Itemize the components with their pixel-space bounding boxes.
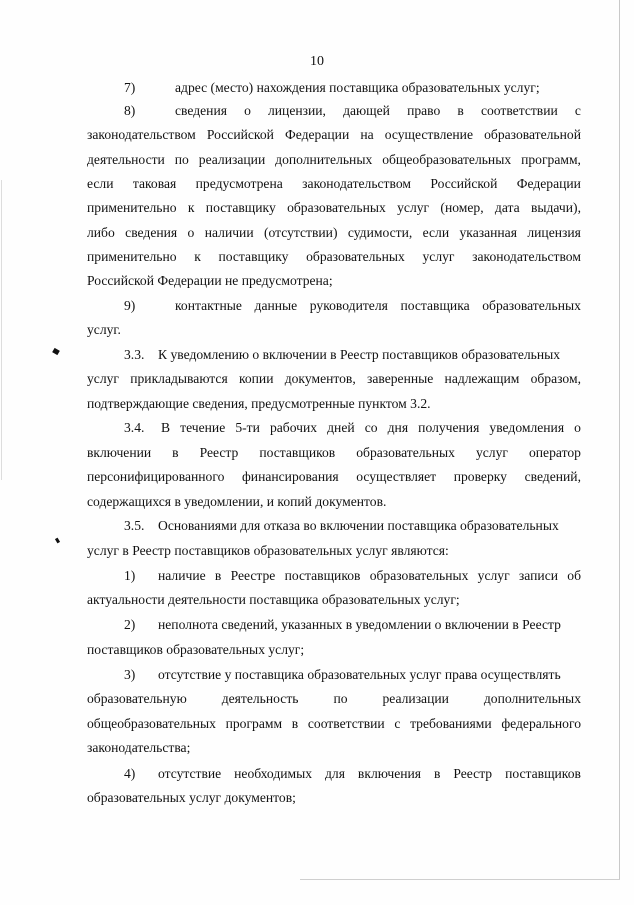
- ground-1-line-1: [158, 568, 581, 584]
- word: образовательных: [356, 445, 455, 460]
- word: образовательных: [306, 249, 405, 264]
- word: копии: [238, 371, 274, 386]
- word: реализации: [198, 152, 266, 167]
- word: Реестр: [199, 445, 239, 460]
- word: поставщику: [205, 200, 276, 215]
- page-number: 10: [310, 54, 324, 69]
- word: уведомления: [489, 420, 565, 435]
- clause-3-5-line-1: Основаниями для отказа во включении поставщика образовательных: [158, 518, 559, 533]
- word: Реестре: [230, 568, 276, 583]
- word: рабочих: [269, 420, 318, 435]
- word: образовательную: [87, 691, 187, 706]
- word: 5-ти: [235, 420, 260, 435]
- scan-bottom-line: [300, 879, 620, 880]
- word: записи: [518, 568, 559, 583]
- word: соответствии: [307, 716, 385, 731]
- word: данные: [254, 298, 298, 313]
- word: дополнительных: [483, 691, 581, 706]
- word: либо: [87, 225, 115, 240]
- clause-3-5-number: 3.5.: [124, 518, 145, 533]
- word: в: [214, 568, 222, 583]
- word: применительно: [87, 249, 177, 264]
- word: Федерации: [516, 176, 581, 191]
- word: услуг: [477, 568, 510, 583]
- word: получения: [418, 420, 480, 435]
- item-8-line-4: [87, 176, 581, 192]
- word: о: [187, 225, 195, 240]
- clause-3-4-line-3: [87, 469, 581, 485]
- word: лицензии,: [268, 103, 326, 118]
- word: законодательством: [302, 176, 411, 191]
- word: деятельность: [221, 691, 299, 706]
- word: по: [333, 691, 348, 706]
- word: если: [422, 225, 450, 240]
- word: поставщиков: [259, 445, 336, 460]
- word: образовательных: [287, 200, 386, 215]
- ground-4-line-2: образовательных услуг документов;: [87, 790, 296, 805]
- word: о: [574, 420, 581, 435]
- scan-edge-line: [619, 0, 620, 880]
- ground-4-number: 4): [124, 766, 136, 781]
- word: (отсутствии): [264, 225, 338, 240]
- item-7-number: 7): [124, 80, 136, 95]
- word: Реестр: [453, 766, 493, 781]
- word: с: [394, 716, 401, 731]
- item-9-line-2: услуг.: [87, 322, 121, 337]
- word: осуществление: [384, 127, 473, 142]
- word: к: [187, 200, 195, 215]
- ground-2-line-1: неполнота сведений, указанных в уведомлении о включении в Реестр: [158, 617, 561, 632]
- word: Российской: [430, 176, 498, 191]
- word: прикладываются: [130, 371, 228, 386]
- ground-4-line-1: [158, 766, 581, 782]
- word: сведения: [125, 225, 178, 240]
- word: поставщику: [218, 249, 289, 264]
- word: оператор: [528, 445, 581, 460]
- word: для: [325, 766, 345, 781]
- word: услуг: [475, 445, 508, 460]
- word: соответствии: [480, 103, 558, 118]
- word: услуг: [397, 200, 430, 215]
- scan-edge-left: [1, 180, 2, 480]
- ground-2-number: 2): [124, 617, 136, 632]
- item-7-text: адрес (место) нахождения поставщика образовательных услуг;: [175, 80, 540, 95]
- word: услуг: [87, 371, 119, 386]
- word: лицензия: [527, 225, 581, 240]
- word: образовательной: [484, 127, 581, 142]
- word: наличии: [204, 225, 254, 240]
- word: необходимых: [234, 766, 313, 781]
- item-8-number: 8): [124, 103, 136, 118]
- word: с: [574, 103, 581, 118]
- word: поставщика: [400, 298, 470, 313]
- ground-1-number: 1): [124, 568, 136, 583]
- word: сведения: [175, 103, 227, 118]
- word: наличие: [158, 568, 206, 583]
- word: в: [291, 716, 299, 731]
- word: выдачи),: [530, 200, 581, 215]
- word: включении: [87, 445, 152, 460]
- word: дополнительных: [275, 152, 373, 167]
- word: об: [567, 568, 581, 583]
- item-8-line-3: [87, 152, 581, 168]
- word: дня: [387, 420, 409, 435]
- word: руководителя: [309, 298, 388, 313]
- word: документов,: [284, 371, 356, 386]
- word: (номер,: [440, 200, 484, 215]
- word: В: [161, 420, 171, 435]
- word: требованиями: [410, 716, 492, 731]
- word: финансирования: [241, 469, 339, 484]
- word: если: [87, 176, 114, 191]
- word: на: [360, 127, 374, 142]
- clause-3-3-line-1: К уведомлению о включении в Реестр поставщиков образовательных: [158, 347, 561, 362]
- word: реализации: [382, 691, 449, 706]
- ground-3-number: 3): [124, 667, 136, 682]
- item-8-line-2: [87, 127, 581, 143]
- word: течение: [180, 420, 226, 435]
- clause-3-4-line-4: содержащихся в уведомлении, и копий документов.: [87, 494, 387, 509]
- word: проверку: [453, 469, 507, 484]
- word: поставщиков: [505, 766, 581, 781]
- item-8-line-7: [87, 249, 581, 265]
- clause-3-5-line-2: услуг в Реестр поставщиков образовательных услуг являются:: [87, 543, 449, 558]
- word: право: [407, 103, 441, 118]
- item-9-number: 9): [124, 298, 136, 313]
- word: указанная: [459, 225, 517, 240]
- word: со: [364, 420, 378, 435]
- word: отсутствие: [158, 766, 222, 781]
- word: персонифицированного: [87, 469, 225, 484]
- word: Федерации: [285, 127, 350, 142]
- word: судимости,: [347, 225, 413, 240]
- clause-3-3-line-2: [87, 371, 581, 387]
- ground-3-line-1: отсутствие у поставщика образовательных услуг права осуществлять: [158, 667, 561, 682]
- ground-3-line-2: [87, 691, 581, 707]
- word: в: [172, 445, 179, 460]
- item-8-line-8: Российской Федерации не предусмотрена;: [87, 273, 333, 288]
- word: контактные: [175, 298, 242, 313]
- item-9-line-1: [175, 298, 581, 314]
- clause-3-4-line-1: [161, 420, 581, 436]
- word: по: [174, 152, 189, 167]
- word: сведений,: [524, 469, 581, 484]
- clause-3-3-number: 3.3.: [124, 347, 145, 362]
- word: образовательных: [369, 568, 469, 583]
- word: осуществляет: [356, 469, 437, 484]
- word: предусмотрена: [195, 176, 283, 191]
- word: к: [194, 249, 201, 264]
- scan-mark: [52, 348, 60, 355]
- word: поставщиков: [284, 568, 361, 583]
- word: законодательством: [472, 249, 581, 264]
- clause-3-3-line-3: подтверждающие сведения, предусмотренные пунктом 3.2.: [87, 396, 431, 411]
- word: программ,: [521, 152, 581, 167]
- ground-2-line-2: поставщиков образовательных услуг;: [87, 642, 305, 657]
- word: дата: [494, 200, 520, 215]
- word: образом,: [530, 371, 581, 386]
- item-8-line-5: [87, 200, 581, 216]
- item-8-line-6: [87, 225, 581, 241]
- ground-1-line-2: актуальности деятельности поставщика образовательных услуг;: [87, 592, 460, 607]
- word: законодательством: [87, 127, 196, 142]
- clause-3-4-line-2: [87, 445, 581, 461]
- word: федерального: [501, 716, 581, 731]
- word: деятельности: [87, 152, 165, 167]
- item-8-line-1: [175, 103, 581, 119]
- word: заверенные: [366, 371, 434, 386]
- word: услуг: [422, 249, 455, 264]
- word: таковая: [132, 176, 177, 191]
- ground-3-line-4: законодательства;: [87, 740, 191, 755]
- word: образовательных: [482, 298, 581, 313]
- clause-3-4-number: 3.4.: [124, 420, 145, 435]
- word: общеобразовательных: [382, 152, 512, 167]
- word: включения: [357, 766, 422, 781]
- word: дающей: [343, 103, 390, 118]
- word: в: [457, 103, 464, 118]
- word: Российской: [206, 127, 274, 142]
- word: в: [434, 766, 441, 781]
- ground-3-line-3: [87, 716, 581, 732]
- word: общеобразовательных: [87, 716, 216, 731]
- word: применительно: [87, 200, 177, 215]
- word: дней: [327, 420, 355, 435]
- word: о: [244, 103, 251, 118]
- word: надлежащим: [444, 371, 520, 386]
- word: программ: [225, 716, 283, 731]
- scan-mark: [55, 538, 60, 544]
